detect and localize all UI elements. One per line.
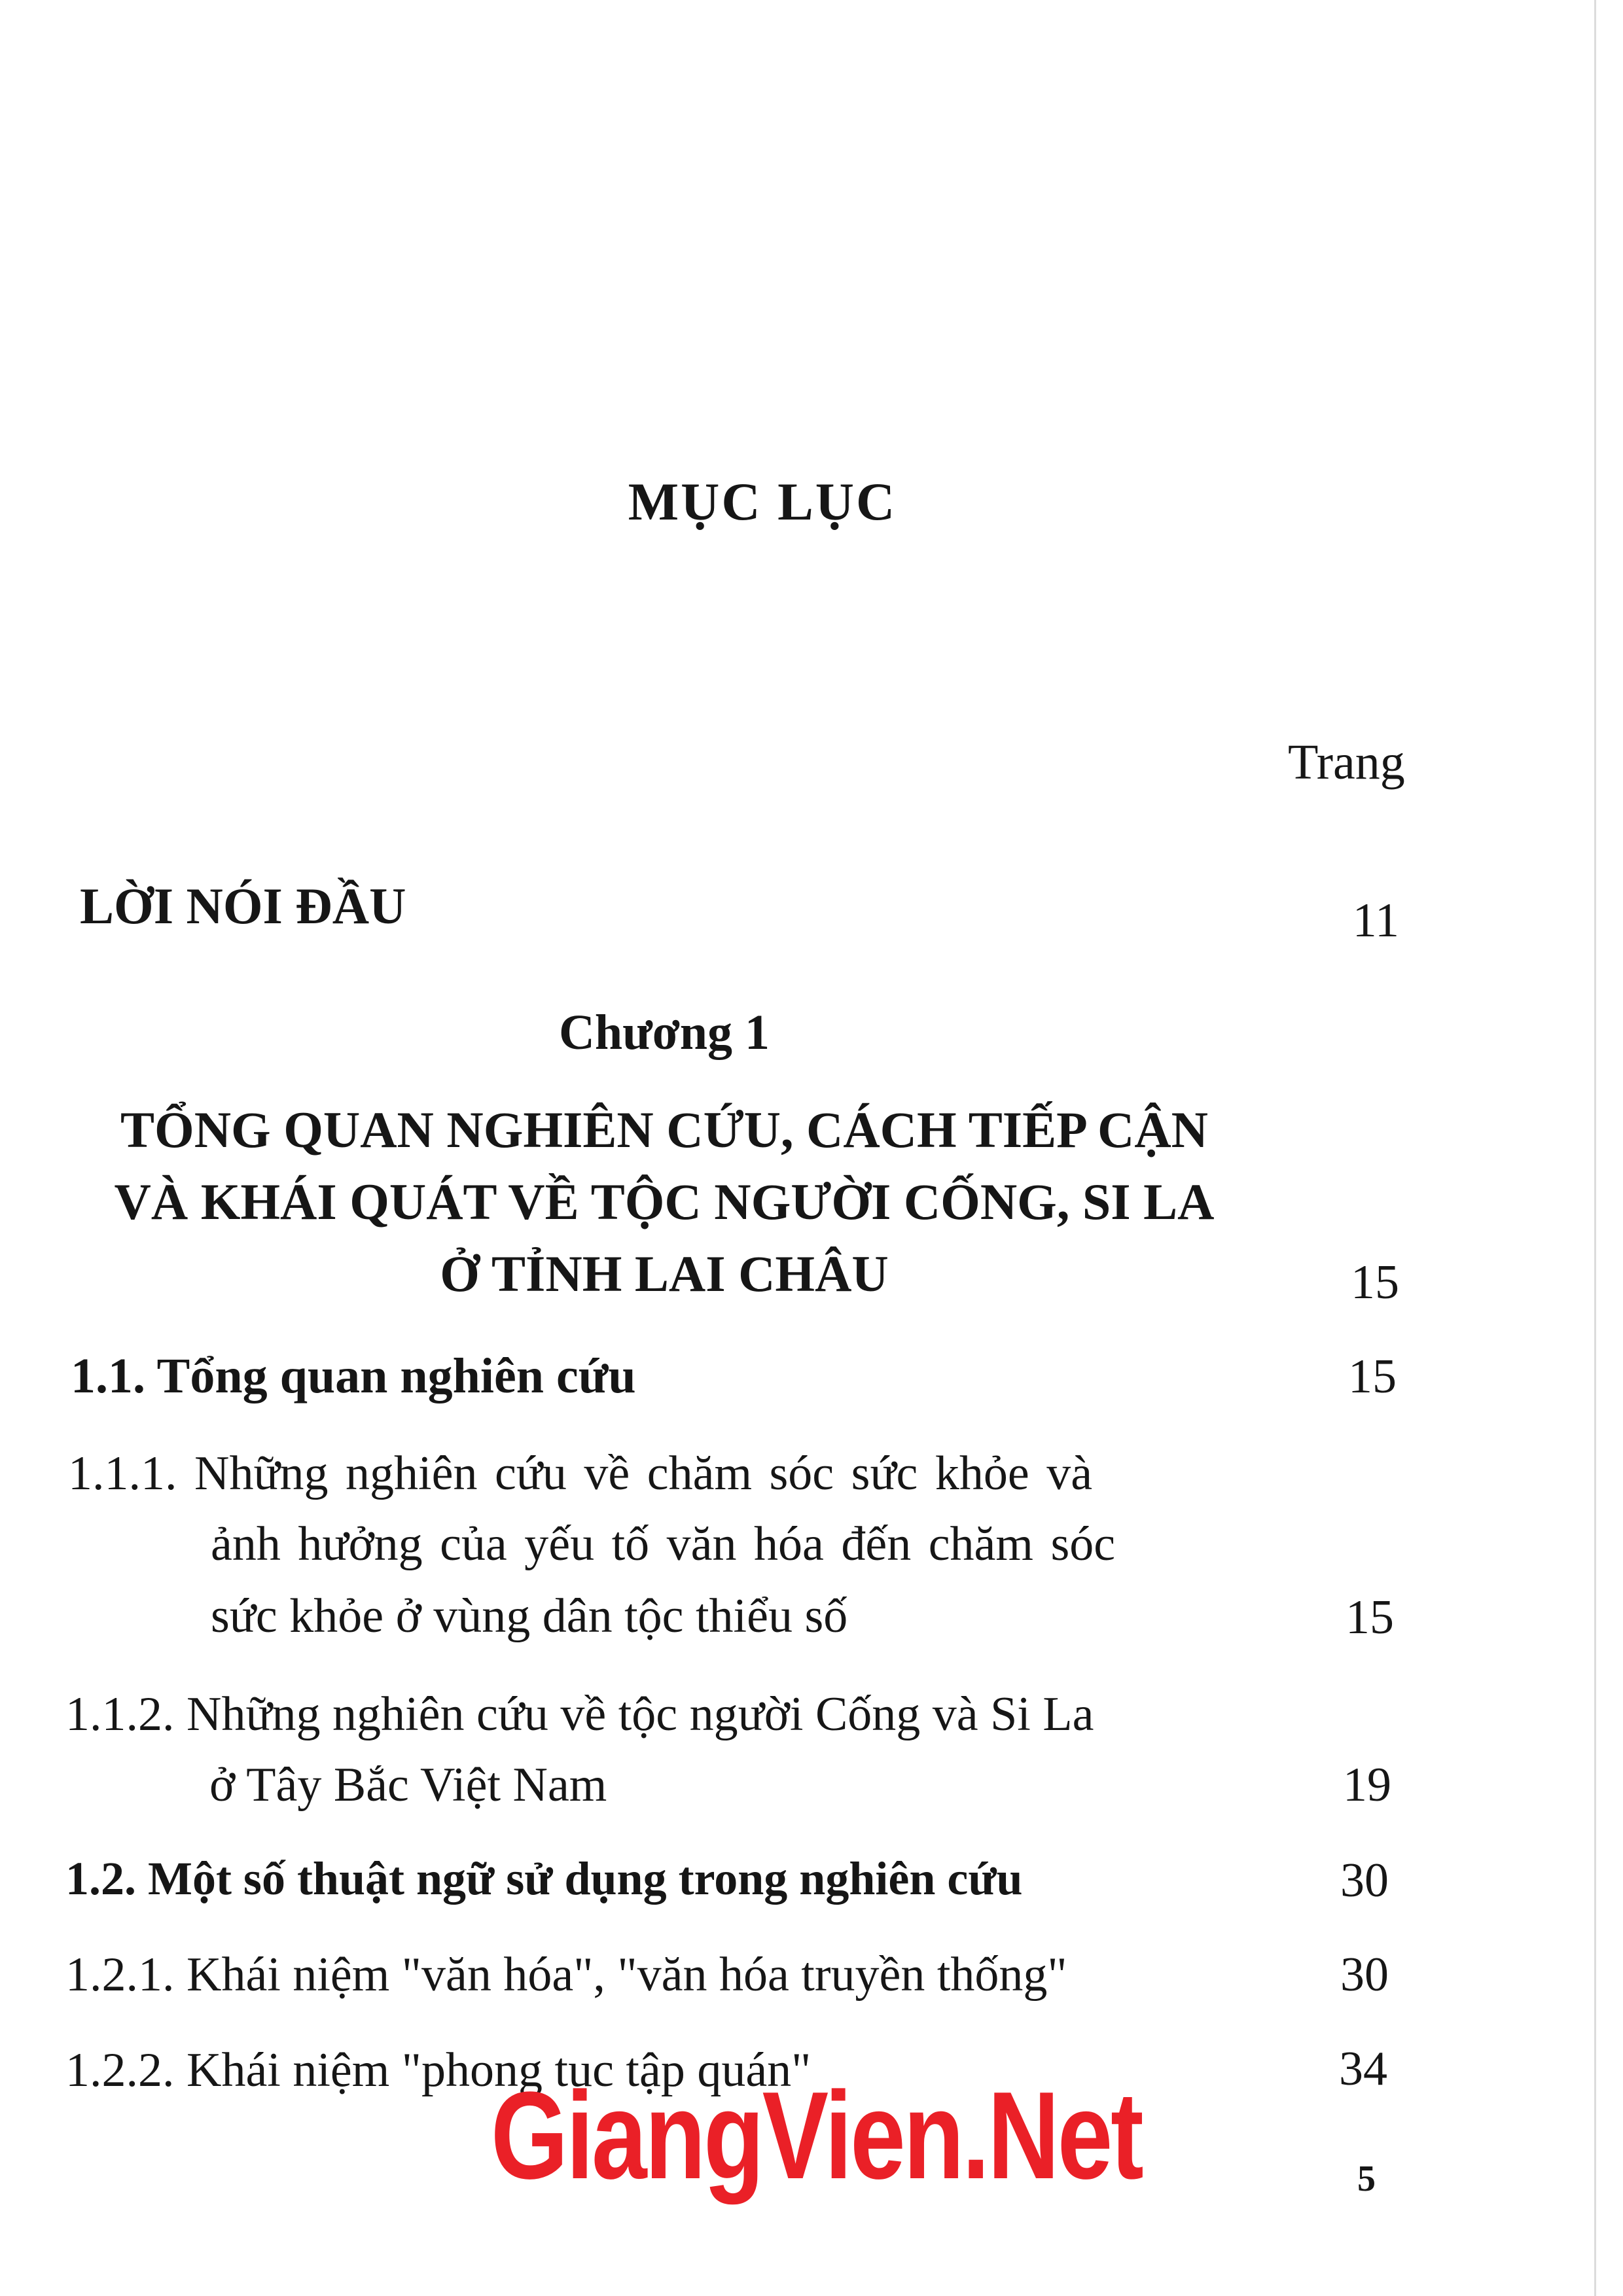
page-edge-line — [1594, 0, 1596, 2296]
page-number: 5 — [1357, 2159, 1376, 2199]
toc-page-front-matter: 11 — [1352, 894, 1399, 947]
chapter-title-line[interactable]: Ở TỈNH LAI CHÂU — [440, 1245, 889, 1302]
toc-entry-front-matter[interactable]: LỜI NÓI ĐẦU — [80, 877, 406, 934]
toc-entry-1-2[interactable]: 1.2. Một số thuật ngữ sử dụng trong nghiên cứu — [65, 1852, 1023, 1905]
chapter-title-line[interactable]: VÀ KHÁI QUÁT VỀ TỘC NGƯỜI CỐNG, SI LA — [114, 1173, 1215, 1230]
page-column-label: Trang — [1288, 735, 1405, 790]
page-title: MỤC LỤC — [628, 472, 897, 531]
toc-entry-1-1[interactable]: 1.1. Tổng quan nghiên cứu — [71, 1349, 636, 1404]
toc-entry-1-1-1-cont[interactable]: ảnh hưởng của yếu tố văn hóa đến chăm sóc — [211, 1517, 1116, 1571]
toc-entry-1-1-2-cont[interactable]: ở Tây Bắc Việt Nam — [209, 1758, 607, 1812]
chapter-title-line[interactable]: TỔNG QUAN NGHIÊN CỨU, CÁCH TIẾP CẬN — [120, 1101, 1208, 1158]
toc-page-1-1: 15 — [1348, 1350, 1397, 1404]
toc-page-chapter: 15 — [1351, 1256, 1399, 1309]
watermark-logo: GiangVien.Net — [491, 2066, 1142, 2205]
toc-page-1-2: 30 — [1340, 1854, 1389, 1907]
toc-page-1-2-1: 30 — [1340, 1948, 1389, 2002]
toc-entry-1-2-1[interactable]: 1.2.1. Khái niệm "văn hóa", "văn hóa truyền thống" — [65, 1948, 1067, 2002]
toc-page-1-2-2: 34 — [1339, 2042, 1387, 2096]
toc-entry-1-2-2[interactable]: 1.2.2. Khái niệm "phong tục tập quán" — [65, 2043, 812, 2097]
toc-entry-1-1-1[interactable]: 1.1.1. Những nghiên cứu về chăm sóc sức khỏe và — [68, 1447, 1093, 1500]
toc-entry-1-1-1-cont[interactable]: sức khỏe ở vùng dân tộc thiểu số — [211, 1589, 848, 1643]
toc-page-1-1-2: 19 — [1343, 1758, 1391, 1812]
toc-page-1-1-1: 15 — [1346, 1591, 1394, 1644]
toc-entry-1-1-2[interactable]: 1.1.2. Những nghiên cứu về tộc người Cống và Si La — [65, 1687, 1094, 1741]
chapter-label: Chương 1 — [558, 1005, 770, 1060]
